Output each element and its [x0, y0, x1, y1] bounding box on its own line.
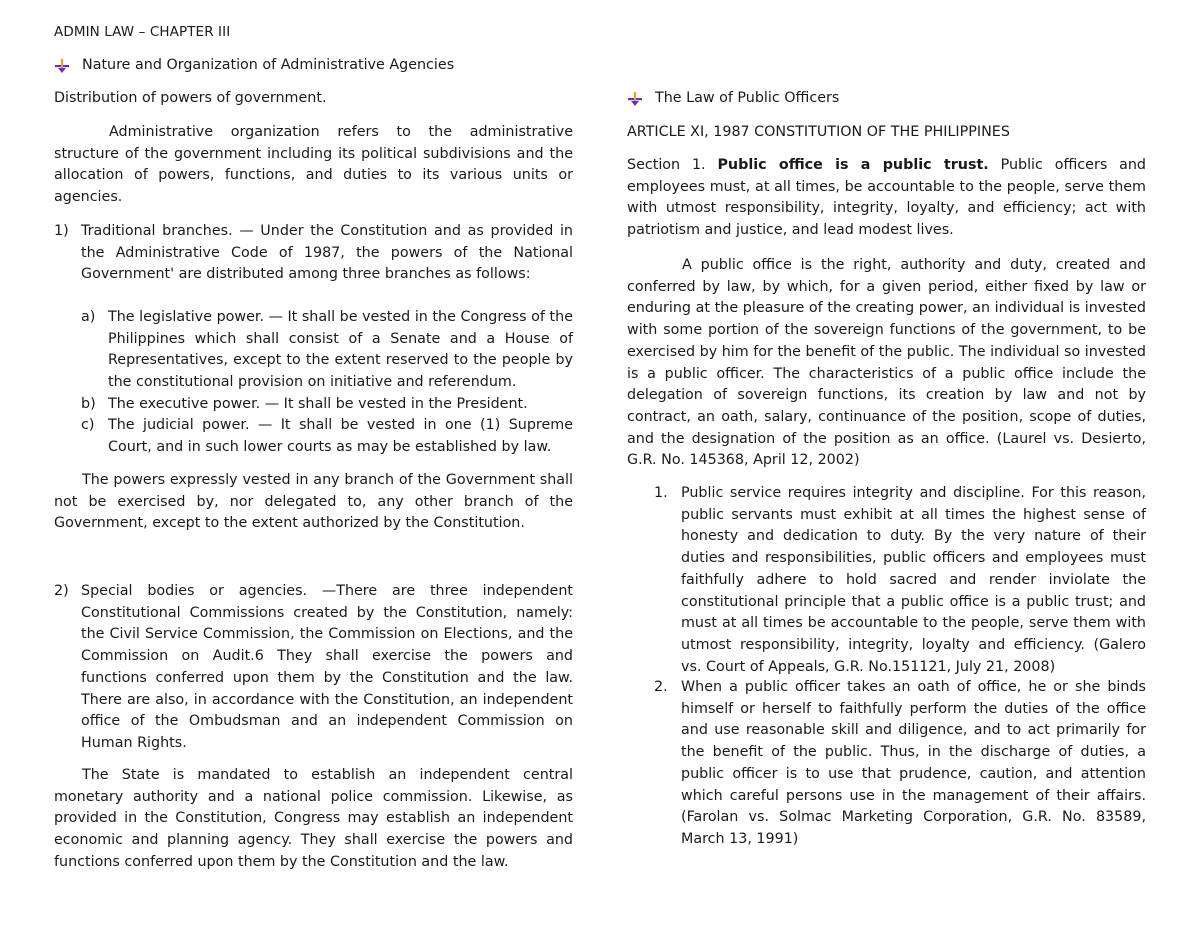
- left-section-title: Nature and Organization of Administrative Agencies: [82, 57, 455, 73]
- list-text: The legislative power. — It shall be vested in the Congress of the Philippines which shall consist of a Senate and a House of Representatives, except to the extent reserved to the people by the constitutional provision on initiative and referendum.: [108, 309, 573, 391]
- list-text: When a public officer takes an oath of office, he or she binds himself or herself to faithfully perform the duties of the office and use reasonable skill and diligence, and to act primarily for the benefit of the public. Thus, in the discharge of duties, a public officer is to use that prudence, caution, and attention which careful persons use in the management of their affairs. (Farolan vs. Solmac Marketing Corporation, G.R. No. 83589, March 13, 1991): [681, 679, 1146, 847]
- list-number: 1.: [654, 485, 668, 501]
- list-text: The executive power. — It shall be vested in the President.: [108, 396, 528, 412]
- list-item-special-bodies: [54, 581, 573, 755]
- section-label: Section 1.: [627, 157, 706, 173]
- public-office-definition: A public office is the right, authority and duty, created and conferred by law, by which, for a given period, either fixed by law or enduring at the pleasure of the creating power, an individual is invested with some portion of the sovereign functions of the government, to be exercised by him for the benefit of the public. The individual so invested is a public officer. The characteristics of a public office include the delegation of sovereign functions, its creation by law and not by contract, an oath, salary, continuance of the position, scope of duties, and the designation of the position as an office. (Laurel vs. Desierto, G.R. No. 145368, April 12, 2002): [627, 257, 1146, 469]
- article-heading: ARTICLE XI, 1987 CONSTITUTION OF THE PHILIPPINES: [627, 124, 1010, 140]
- list-number: 2): [54, 583, 69, 599]
- list-item-judicial: [54, 415, 573, 458]
- list-item-traditional-branches: [54, 221, 573, 286]
- section-1-paragraph: [627, 155, 1146, 242]
- list-text: Special bodies or agencies. —There are three independent Constitutional Commissions created by the Constitution, namely: the Civil Service Commission, the Commission on Elections, and the Commission on Audit.6 They shall exercise the powers and functions conferred upon them by the Constitution and the law. There are also, in accordance with the Constitution, an independent office of the Ombudsman and an independent Commission on Human Rights.: [81, 583, 573, 751]
- list-text: The judicial power. — It shall be vested in one (1) Supreme Court, and in such lower courts as may be established by law.: [108, 417, 573, 455]
- powers-subheading: Distribution of powers of government.: [54, 90, 327, 106]
- list-item-executive: [54, 394, 573, 416]
- intro-paragraph: Administrative organization refers to the administrative structure of the government including its political subdivisions and the allocation of powers, functions, and duties to its various units or agencies.: [54, 124, 573, 206]
- page-header: ADMIN LAW – CHAPTER III: [54, 24, 231, 40]
- left-section-heading: [54, 55, 573, 77]
- list-item-integrity: [627, 483, 1146, 678]
- powers-paragraph: The powers expressly vested in any branch of the Government shall not be exercised by, nor delegated to, any other branch of the Government, except to the extent authorized by the Constitution.: [54, 472, 573, 532]
- arrow-down-bullet-icon: [54, 58, 70, 74]
- list-item-legislative: [54, 307, 573, 394]
- list-letter: a): [81, 309, 96, 325]
- section-text: Public officers and employees must, at all times, be accountable to the people, serve them with utmost responsibility, integrity, loyalty, and efficiency; act with patriotism and justice, and lead modest lives.: [627, 157, 1147, 239]
- state-paragraph: The State is mandated to establish an independent central monetary authority and a national police commission. Likewise, as provided in the Constitution, Congress may establish an independent economic and planning agency. They shall exercise the powers and functions conferred upon them by the Constitution and the law.: [54, 767, 573, 870]
- list-text: Traditional branches. — Under the Constitution and as provided in the Administrative Code of 1987, the powers of the National Government' are distributed among three branches as follows:: [81, 223, 573, 283]
- right-section-title: The Law of Public Officers: [655, 90, 840, 106]
- list-number: 2.: [654, 679, 668, 695]
- right-section-heading: [627, 88, 1146, 110]
- list-number: 1): [54, 223, 69, 239]
- arrow-down-bullet-icon: [627, 91, 643, 107]
- list-item-oath: [627, 677, 1146, 851]
- list-text: Public service requires integrity and discipline. For this reason, public servants must exhibit at all times the highest sense of honesty and dedication to duty. By the very nature of their duties and responsibilities, public officers and employees must faithfully adhere to hold sacred and render inviolate the constitutional principle that a public office is a public trust; and must at all times be accountable to the people, serve them with utmost responsibility, integrity, loyalty and efficiency. (Galero vs. Court of Appeals, G.R. No.151121, July 21, 2008): [681, 485, 1146, 675]
- section-bold-lead: Public office is a public trust.: [717, 157, 989, 173]
- list-letter: b): [81, 396, 96, 412]
- list-letter: c): [81, 417, 95, 433]
